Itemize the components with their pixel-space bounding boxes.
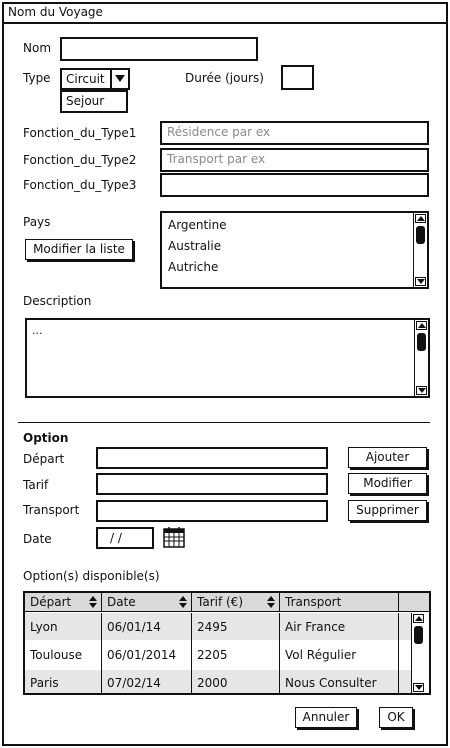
date-input[interactable]: / / — [96, 527, 154, 549]
section-divider — [18, 422, 430, 423]
pays-item-1[interactable]: Australie — [168, 239, 222, 253]
table-cell: 07/02/14 — [102, 670, 192, 695]
fonction1-input[interactable]: Résidence par ex — [160, 121, 429, 145]
table-cell: 06/01/14 — [102, 613, 192, 640]
pays-item-2[interactable]: Autriche — [168, 260, 219, 274]
sort-icon[interactable] — [89, 596, 97, 609]
window-title: Nom du Voyage — [4, 4, 446, 24]
modifier-liste-button[interactable]: Modifier la liste — [25, 239, 133, 260]
option-heading: Option — [23, 431, 69, 445]
scroll-down-icon[interactable] — [413, 683, 424, 692]
table-row[interactable] — [25, 613, 411, 640]
table-scrollbar[interactable] — [411, 613, 425, 693]
table-cell: Paris — [25, 670, 102, 695]
description-value: ... — [32, 324, 43, 337]
type-option-sejour[interactable]: Sejour — [60, 90, 128, 113]
fonction2-label: Fonction_du_Type2 — [23, 153, 137, 167]
col-date-header[interactable] — [102, 593, 192, 612]
fonction1-label: Fonction_du_Type1 — [23, 126, 137, 140]
depart-input[interactable] — [96, 447, 328, 469]
duree-label: Durée (jours) — [185, 71, 264, 85]
annuler-button[interactable]: Annuler — [295, 707, 357, 728]
col-label: Tarif (€) — [197, 595, 244, 609]
nom-label: Nom — [23, 41, 52, 55]
col-tarif-header[interactable] — [192, 593, 280, 612]
col-label: Transport — [285, 595, 342, 609]
table-row[interactable] — [25, 670, 411, 695]
scroll-down-icon[interactable] — [416, 386, 427, 395]
type-label: Type — [23, 71, 51, 85]
description-scrollbar[interactable] — [414, 320, 428, 396]
scroll-thumb[interactable] — [416, 226, 425, 244]
nom-input[interactable] — [60, 37, 258, 61]
options-table-label: Option(s) disponible(s) — [23, 569, 160, 583]
transport-label: Transport — [23, 503, 80, 517]
table-cell: Lyon — [25, 613, 102, 640]
table-row[interactable] — [25, 640, 411, 670]
modifier-button[interactable]: Modifier — [348, 473, 427, 494]
pays-item-0[interactable]: Argentine — [168, 218, 227, 232]
depart-label: Départ — [23, 452, 65, 466]
table-cell: 06/01/2014 — [102, 640, 192, 670]
col-transport-header[interactable] — [280, 593, 399, 612]
chevron-down-icon[interactable] — [110, 70, 128, 88]
table-header — [25, 593, 429, 612]
scroll-up-icon[interactable] — [416, 321, 427, 330]
table-cell: Toulouse — [25, 640, 102, 670]
col-label: Date — [107, 595, 136, 609]
fonction3-label: Fonction_du_Type3 — [23, 178, 137, 192]
scroll-thumb[interactable] — [414, 626, 423, 644]
scroll-up-icon[interactable] — [415, 214, 426, 223]
sort-icon[interactable] — [267, 596, 275, 609]
supprimer-button[interactable]: Supprimer — [348, 500, 427, 521]
col-depart-header[interactable] — [25, 593, 102, 612]
table-cell: Air France — [280, 613, 399, 640]
tarif-label: Tarif — [23, 478, 49, 492]
table-cell: Vol Régulier — [280, 640, 399, 670]
description-textarea[interactable] — [25, 318, 430, 398]
description-label: Description — [23, 294, 92, 308]
ajouter-button[interactable]: Ajouter — [348, 447, 427, 468]
table-cell: 2000 — [192, 670, 280, 695]
transport-input[interactable] — [96, 500, 328, 522]
table-cell: 2205 — [192, 640, 280, 670]
col-label: Départ — [30, 595, 72, 609]
scroll-down-icon[interactable] — [415, 277, 426, 286]
scroll-thumb[interactable] — [417, 333, 426, 351]
pays-listbox[interactable] — [160, 211, 429, 289]
sort-icon[interactable] — [179, 596, 187, 609]
pays-scrollbar[interactable] — [413, 213, 427, 287]
options-table[interactable] — [23, 591, 431, 695]
type-selected: Circuit — [66, 72, 105, 86]
tarif-input[interactable] — [96, 473, 328, 495]
ok-button[interactable]: OK — [379, 707, 413, 728]
fonction3-input[interactable] — [160, 173, 429, 197]
table-cell: 2495 — [192, 613, 280, 640]
scroll-up-icon[interactable] — [413, 614, 424, 623]
pays-label: Pays — [23, 215, 51, 229]
calendar-icon[interactable] — [163, 526, 185, 548]
date-label: Date — [23, 532, 52, 546]
duree-input[interactable] — [281, 65, 314, 90]
table-cell: Nous Consulter — [280, 670, 399, 695]
type-dropdown[interactable] — [60, 68, 130, 90]
fonction2-input[interactable]: Transport par ex — [160, 148, 429, 172]
